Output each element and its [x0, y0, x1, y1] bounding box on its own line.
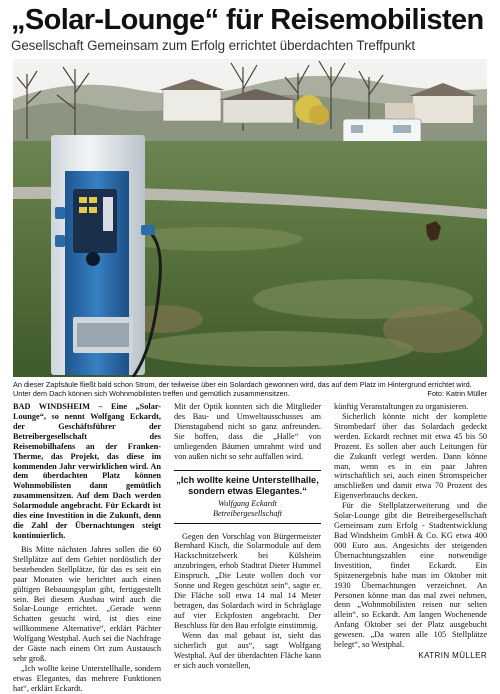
subheadline: Gesellschaft Gemeinsam zum Erfolg errichtet überdachten Treffpunkt: [11, 38, 415, 53]
byline: KATRIN MÜLLER: [418, 651, 487, 661]
lead-paragraph: BAD WINDSHEIM – Eine „Solar-Lounge“, so nennt Wolfgang Eckardt, der Geschäftsführer der Betreibergesellschaft des Reisemobilhafens an der Franken-Therme, das Projekt, das diese im kommenden Jahr verwirklichen wird. An dem überdachten Platz können Wohnmobilisten dann gemütlich zusammensitzen. Auf dem Dach werden Solarmodule angebracht. Für Eckardt ist dies eine Investition in die Zukunft, denn die Zahl der Übernachtungen steigt kontinuierlich.: [13, 402, 161, 540]
caption-text: An dieser Zapfsäule fließt bald schon Strom, der teilweise über ein Solardach gewonnen wird, das auf dem Platz im Hintergrund errichtet wird. Unter dem Dach können sich Wohnmobilisten treffen und gemütlich zusammensitzen.: [13, 380, 472, 398]
photo-caption: [13, 380, 487, 398]
body-paragraph: Wenn das mal gebaut ist, sieht das sicherlich gut aus“, sagt Wolfgang Westphal. Auf der überdachten Fläche kann er sich auch vorstellen,: [174, 630, 321, 670]
body-paragraph: „Ich wollte keine Unterstellhalle, sondern etwas Elegantes, das mehrere Funktionen hat“, erklärt Eckardt.: [13, 663, 161, 693]
column-1: [13, 402, 161, 694]
body-paragraph: Mit der Optik konnten sich die Mitglieder des Bau- und Umweltausschusses am Dienstagabend nicht so ganz anfreunden. Sie hoffen, dass die „Halle“ von umliegenden Bäumen umrahmt wird und von außen nicht so sehr auffallen wird.: [174, 402, 321, 461]
body-paragraph: Bis Mitte nächsten Jahres sollen die 60 Stellplätze auf dem Gebiet nordöstlich der bestehenden Stellplätze, für das es seit ein paar Monaten wie berichtet auch einen gültigen Bebauungsplan gibt, fertiggestellt sein. Bei diesem Ausbau wird auch die Solar-Lounge errichtet. „Gerade wenn Schatten gesucht wird, ist dies eine willkommene Alternative“, erklärt Pächter Wolfgang Westphal. Auch sei die Nachfrage der Gäste nach einem Ort zum Austausch sehr groß.: [13, 544, 161, 664]
pull-quote-author: Wolfgang Eckardt: [218, 498, 277, 508]
article-photo: [13, 59, 487, 377]
pull-quote-text: „Ich wollte keine Unterstellhalle, sondern etwas Elegantes.“: [176, 474, 319, 496]
photo-credit: Foto: Katrin Müller: [427, 389, 487, 398]
body-paragraph: Gegen den Vorschlag von Bürgermeister Bernhard Kisch, die Solarmodule auf dem Hackschnitzelwerk bei Külsheim anzubringen, erhob Stadtrat Dieter Hummel Einspruch. „Die Leute wollen doch vor Sonne und Regen geschützt sein“, sagte er. Die Fläche soll etwa 14 mal 14 Meter betragen, das Solardach wird in Schräglage auf vier Eckpfosten angebracht. Der Beschluss für den Bau erfolgte einstimmig.: [174, 531, 321, 630]
body-paragraph: Für die Stellplatzerweiterung und die Solar-Lounge gibt die Betreibergesellschaft Gemeinsam zum Erfolg - Stadtentwicklung Bad Windsheim GmbH & Co. KG etwa 400 000 Euro aus. Angesichts der steigenden Übernachtungszahlen eine notwendige Investition, findet Eckardt. Ein Spitzenergebnis habe man im Oktober mit 1930 Übernachtungen verzeichnet. An Personen könne man das mal zwei nehmen, denn „Wohnmobilisten reisen nur selten allein“, so Eckardt. Am langen Wochenende Anfang Oktober sei der Platz ausgebucht gewesen. „Da waren alle 105 Stellplätze belegt“, so Westphal.: [334, 501, 487, 650]
pull-quote: [174, 470, 321, 524]
column-3: [334, 402, 487, 661]
column-2: [174, 402, 321, 670]
pull-quote-role: Betreibergesellschaft: [213, 508, 282, 518]
body-paragraph: künftig Veranstaltungen zu organisieren.: [334, 402, 469, 411]
body-paragraph: Sicherlich könnte nicht der komplette Strombedarf über das Solardach gedeckt werden. Eckardt rechnet mit etwa 45 bis 50 Prozent. Es sollen aber auch Leitungen für die Zukunft verlegt werden. Dann könne man, wenn es in ein paar Jahren wirtschaftlich sei, auch einen Stromspeicher anschließen und damit etwa 70 Prozent des Eigenverbrauchs decken.: [334, 411, 487, 501]
headline: „Solar-Lounge“ für Reisemobilisten: [11, 4, 484, 36]
